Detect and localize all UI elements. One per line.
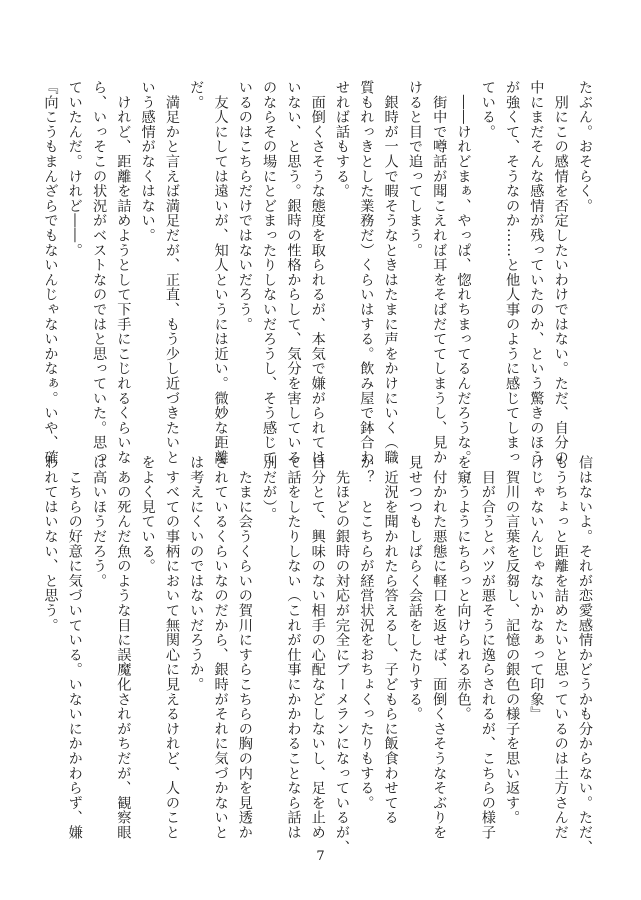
- text-line: 中にまだそんな感情が残っていたのか、という驚きのほう: [528, 80, 545, 465]
- text-line: 付かれた悪態に軽口を返せば、面倒くさそうなそぶりを: [431, 455, 448, 840]
- text-block-bottom: [42, 455, 597, 855]
- page-number: 7: [316, 849, 325, 864]
- text-line: をよく見ている。: [139, 455, 156, 574]
- text-line: 街中で噂話が聞こえれば耳をそばだててしまうし、見か: [431, 80, 448, 465]
- text-line: は高いほうだろう。: [91, 455, 108, 589]
- text-line: のならその場にとどまったりしないだろうし、そう感じて: [261, 80, 278, 465]
- text-line: けじゃないんじゃないかなぁって印象』: [528, 455, 545, 722]
- text-line: 『向こうもまんざらでもないんじゃないかなぁ。いや、確: [42, 80, 59, 465]
- text-line: だ。: [188, 80, 205, 110]
- text-line: 目が合うとバツが悪そうに逸らされるが、こちらの様子: [479, 455, 496, 840]
- text-line: 別にこの感情を否定したいわけではない。ただ、自分の: [552, 80, 569, 465]
- text-line: て話をしたりしない（これが仕事にかかわることなら話は: [285, 455, 302, 840]
- text-line: せれば話もする。: [334, 80, 351, 199]
- text-line: ――けれどまぁ、やっぱ、惚れちまってるんだろうな。: [455, 80, 472, 465]
- text-line: いるのはこちらだけではないだろう。: [236, 80, 253, 332]
- text-line: けれど、距離を詰めようとして下手にこじれるくらいな: [115, 80, 132, 465]
- text-line: ていたんだ。けれど――。: [66, 80, 83, 258]
- text-line: もうちょっと距離を詰めたいと思っているのは土方さんだ: [552, 455, 569, 840]
- text-line: あの死んだ魚のような目に誤魔化されがちだが、観察眼: [115, 455, 132, 840]
- text-line: けると目で追ってしまう。: [406, 80, 423, 258]
- text-line: 信はないよ。それが恋愛感情かどうかも分からない。ただ、: [577, 455, 593, 855]
- text-line: 友人にしては遠いが、知人というには近い。微妙な距離: [212, 80, 229, 465]
- text-line: こちらの好意に気づいている。いないにかかわらず、嫌: [66, 455, 83, 840]
- text-line: 面倒くさそうな態度を取られるが、本気で嫌がられては: [309, 80, 326, 465]
- text-line: いう感情がなくはない。: [139, 80, 156, 243]
- text-line: 賀川の言葉を反芻し、記憶の銀色の様子を思い返す。: [504, 455, 521, 825]
- text-line: いない、と思う。銀時の性格からして、気分を害している: [285, 80, 302, 465]
- text-line: 見せつつもしばらく会話をしたりする。: [406, 455, 423, 722]
- text-line: を窺うようにちらっと向けられる赤色。: [455, 455, 472, 722]
- text-line: されているくらいなのだから、銀時がそれに気づかないと: [212, 455, 229, 840]
- text-line: ら、いっそこの状況がベストなのではと思っていた。思っ: [91, 80, 108, 465]
- text-line: われてはいない、と思う。: [42, 455, 59, 633]
- text-line: が強くて、そうなのか……と他人事のように感じてしまっ: [504, 80, 521, 465]
- text-line: 近況を聞かれたら答えるし、子どもらに飯食わせてる: [382, 455, 399, 825]
- text-line: 別だが）。: [261, 455, 278, 522]
- text-line: 質もれっきとした業務だ）くらいはする。飲み屋で鉢合わ: [358, 80, 375, 465]
- text-line: 先ほどの銀時の対応が完全にブーメランになっているが、: [334, 455, 351, 855]
- text-line: すべての事柄において無関心に見えるけれど、人のこと: [163, 455, 180, 840]
- text-line: たぶん。おそらく。: [577, 80, 593, 214]
- text-line: か？ とこちらが経営状況をおちょくったりもする。: [358, 455, 375, 811]
- text-line: ている。: [479, 80, 496, 140]
- text-line: 銀時が一人で暇そうなときはたまに声をかけにいく（職: [382, 80, 399, 465]
- text-line: 満足かと言えば満足だが、正直、もう少し近づきたいと: [163, 80, 180, 465]
- text-line: 自分とて、興味のない相手の心配などしないし、足を止め: [309, 455, 326, 840]
- text-line: は考えにくいのではないだろうか。: [188, 455, 205, 692]
- text-line: たまに会うくらいの賀川にすらこちらの胸の内を見透か: [236, 455, 253, 840]
- text-block-top: [42, 80, 597, 465]
